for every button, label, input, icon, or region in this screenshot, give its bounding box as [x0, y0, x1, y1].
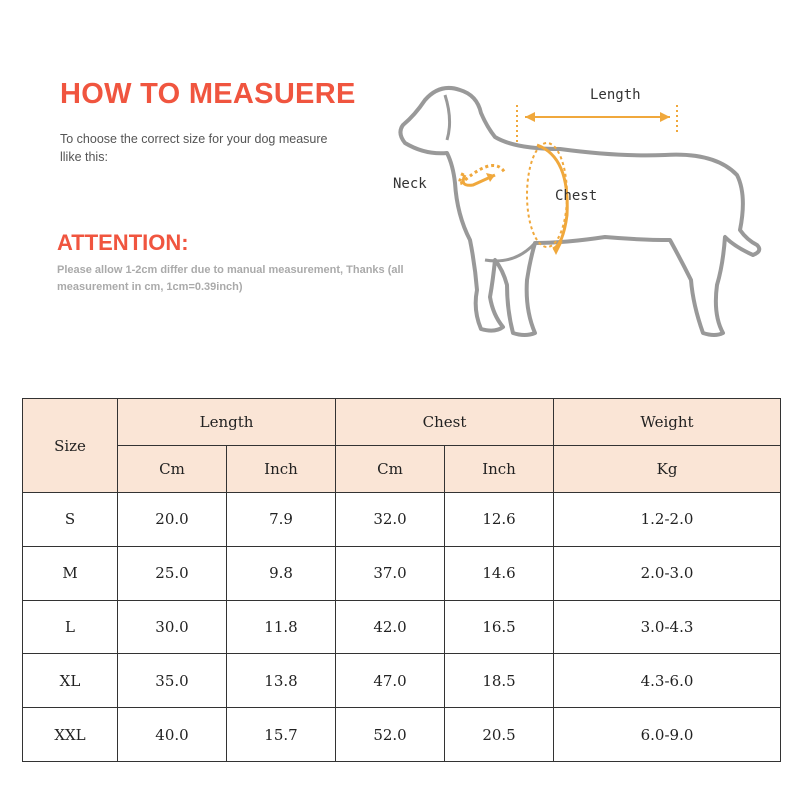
attention-title: ATTENTION: — [57, 230, 189, 255]
chest-cm-cell: 37.0 — [336, 546, 445, 600]
table-row — [23, 546, 781, 600]
length-arrowhead-right — [660, 112, 670, 122]
intro-text: To choose the correct size for your dog measure llike this: — [60, 132, 328, 164]
chest-inch-cell: 16.5 — [445, 600, 554, 654]
size-header: Size — [23, 399, 118, 493]
weight-kg-cell: 1.2-2.0 — [554, 493, 781, 547]
length-label: Length — [590, 87, 641, 103]
dog-silhouette — [400, 88, 759, 335]
page-title: HOW TO MEASUERE — [60, 78, 356, 110]
weight-kg-cell: 2.0-3.0 — [554, 546, 781, 600]
length-cm-header: Cm — [118, 446, 227, 493]
length-cm-cell: 35.0 — [118, 654, 227, 708]
size-cell: XXL — [23, 708, 118, 762]
weight-kg-cell: 3.0-4.3 — [554, 600, 781, 654]
chest-inch-header: Inch — [445, 446, 554, 493]
weight-kg-cell: 6.0-9.0 — [554, 708, 781, 762]
size-cell: M — [23, 546, 118, 600]
dog-body-line — [485, 243, 535, 261]
size-chart-table — [22, 398, 781, 762]
table-row — [23, 708, 781, 762]
weight-kg-cell: 4.3-6.0 — [554, 654, 781, 708]
table-row — [23, 493, 781, 547]
length-cm-cell: 30.0 — [118, 600, 227, 654]
chest-cm-cell: 52.0 — [336, 708, 445, 762]
chest-label: Chest — [555, 188, 598, 204]
table-row — [23, 600, 781, 654]
weight-group-header: Weight — [554, 399, 781, 446]
size-cell: S — [23, 493, 118, 547]
chest-inch-cell: 20.5 — [445, 708, 554, 762]
length-group-header: Length — [118, 399, 336, 446]
chest-inch-cell: 12.6 — [445, 493, 554, 547]
weight-kg-header: Kg — [554, 446, 781, 493]
chest-cm-header: Cm — [336, 446, 445, 493]
neck-label: Neck — [393, 176, 427, 192]
table-row — [23, 654, 781, 708]
dog-ear — [445, 95, 450, 140]
length-inch-cell: 13.8 — [227, 654, 336, 708]
chest-cm-cell: 32.0 — [336, 493, 445, 547]
length-cm-cell: 40.0 — [118, 708, 227, 762]
chest-inch-cell: 18.5 — [445, 654, 554, 708]
length-cm-cell: 25.0 — [118, 546, 227, 600]
size-cell: XL — [23, 654, 118, 708]
length-inch-cell: 7.9 — [227, 493, 336, 547]
size-cell: L — [23, 600, 118, 654]
length-cm-cell: 20.0 — [118, 493, 227, 547]
chest-group-header: Chest — [336, 399, 554, 446]
attention-note: Please allow 1-2cm differ due to manual measurement, Thanks (all measurement in cm, 1cm=0.39inch) — [57, 264, 404, 293]
dog-measure-diagram — [385, 65, 770, 365]
length-inch-cell: 11.8 — [227, 600, 336, 654]
chest-cm-cell: 42.0 — [336, 600, 445, 654]
length-arrowhead-left — [525, 112, 535, 122]
length-inch-cell: 9.8 — [227, 546, 336, 600]
length-inch-cell: 15.7 — [227, 708, 336, 762]
chest-cm-cell: 47.0 — [336, 654, 445, 708]
chest-inch-cell: 14.6 — [445, 546, 554, 600]
length-inch-header: Inch — [227, 446, 336, 493]
